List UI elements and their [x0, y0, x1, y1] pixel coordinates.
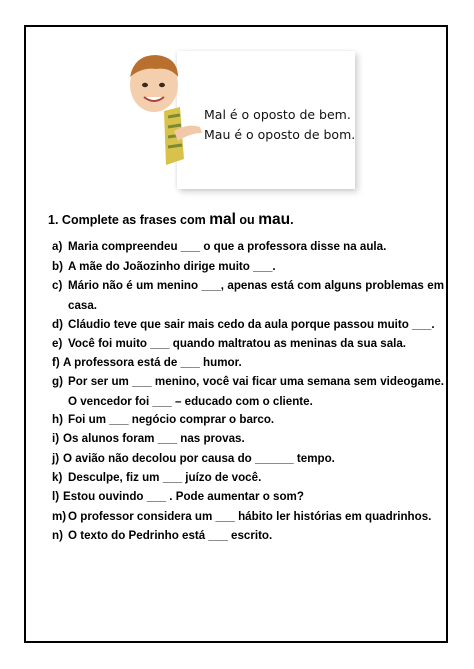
list-item: i) Os alunos foram ___ nas provas. — [52, 432, 245, 445]
question-number: 1. — [48, 213, 59, 227]
sign-line-1: Mal é o oposto de bem. — [204, 107, 351, 122]
list-item: e) Você foi muito ___ quando maltratou as meninas da sua sala. — [52, 337, 407, 350]
list-item: h) Foi um ___ negócio comprar o barco. — [52, 413, 275, 426]
list-item: n) O texto do Pedrinho está ___ escrito. — [52, 529, 273, 542]
list-item: b) A mãe do Joãozinho dirige muito ___. — [52, 260, 276, 273]
list-item: c) Mário não é um menino ___, apenas está com alguns problemas em casa. — [52, 279, 444, 312]
question-title — [48, 211, 294, 229]
word-mal: mal — [209, 211, 236, 228]
question-connector: ou — [239, 213, 255, 227]
list-item: d) Cláudio teve que sair mais cedo da aula porque passou muito ___. — [52, 318, 435, 331]
list-item: g) Por ser um ___ menino, você vai ficar uma semana sem videogame. O vencedor foi ___ – educado com o cliente. — [52, 375, 444, 408]
list-item: a) Maria compreendeu ___ o que a professora disse na aula. — [52, 240, 387, 253]
list-item: l) Estou ouvindo ___ . Pode aumentar o som? — [52, 490, 304, 503]
sign-line-2: Mau é o oposto de bom. — [204, 127, 356, 142]
list-item: k) Desculpe, fiz um ___ juízo de você. — [52, 471, 262, 484]
boy-holding-sign-illustration — [118, 47, 358, 202]
boy-illustration — [118, 47, 208, 197]
list-item: m) O professor considera um ___ hábito ler histórias em quadrinhos. — [52, 510, 432, 523]
list-item: j) O avião não decolou por causa do ______ tempo. — [52, 452, 335, 465]
word-mau: mau — [258, 211, 291, 228]
question-prefix: Complete as frases com — [61, 213, 206, 227]
question-suffix: . — [290, 213, 294, 227]
list-item: f) A professora está de ___ humor. — [52, 356, 242, 369]
